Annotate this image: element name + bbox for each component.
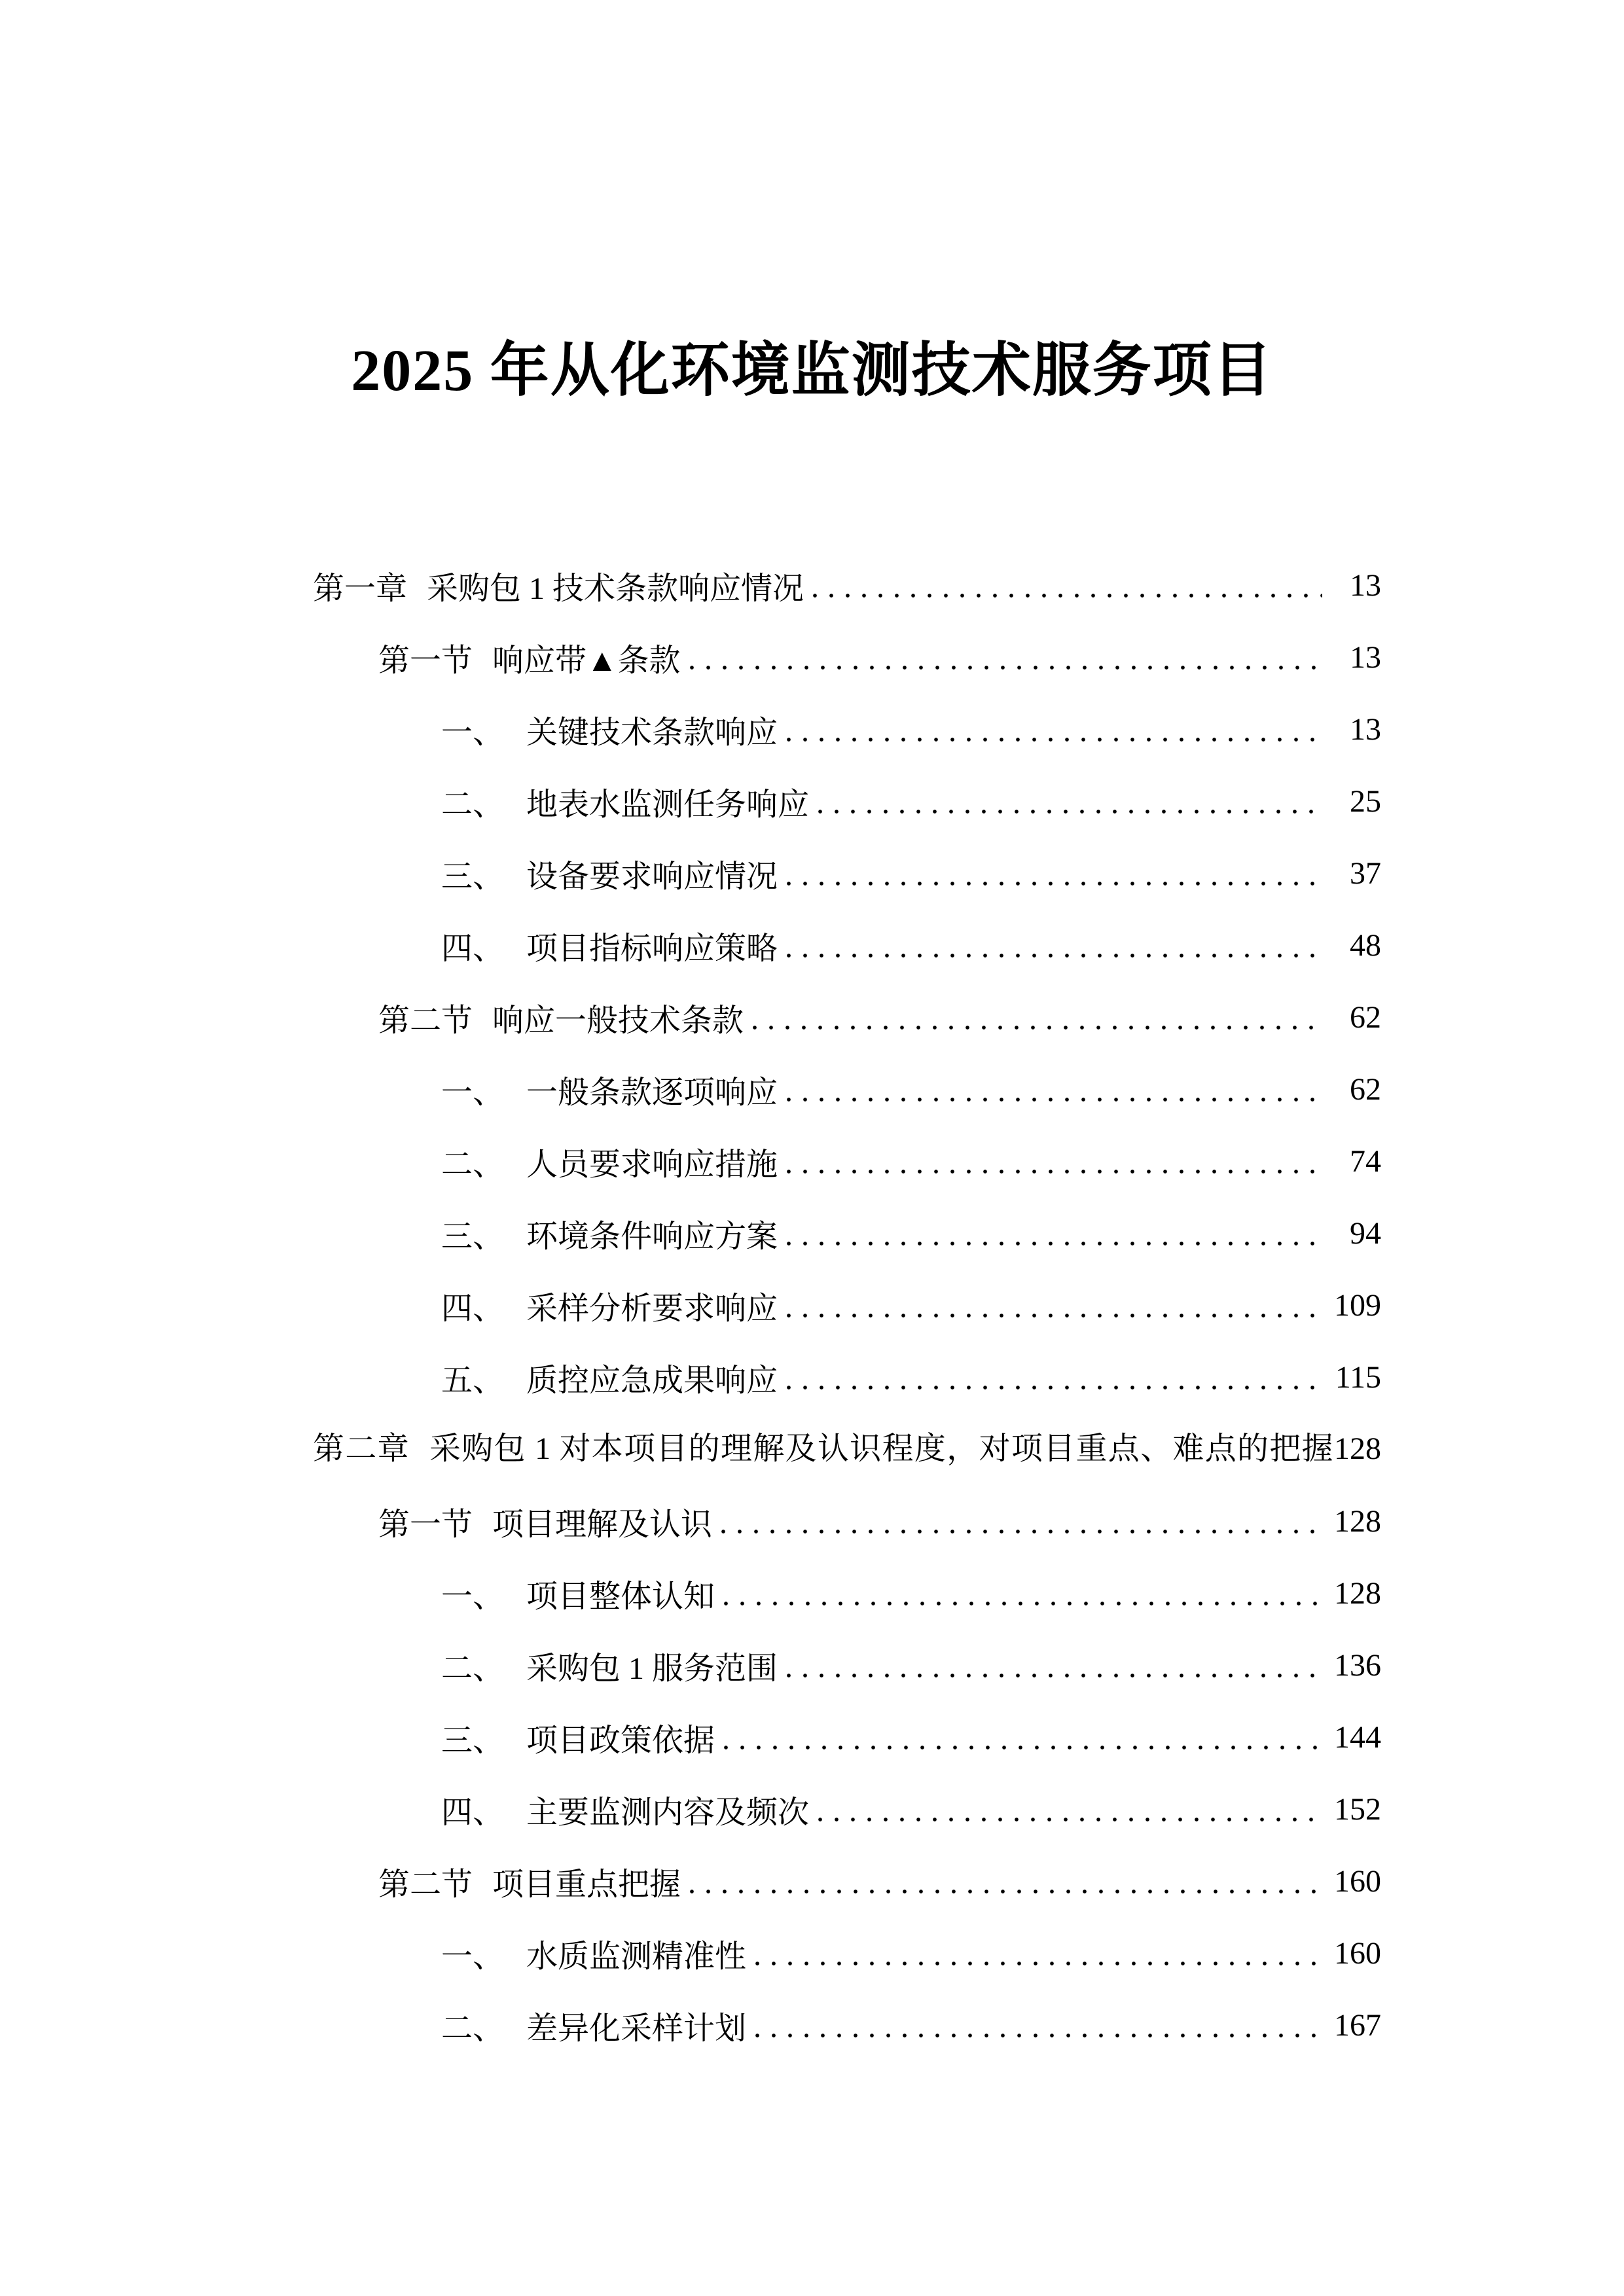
toc-page-number: 128 <box>1333 1431 1381 1466</box>
toc-leader-dots <box>787 952 1322 959</box>
toc-leader-dots <box>787 1096 1322 1103</box>
toc-entry-text: 响应带▲条款 <box>492 643 681 678</box>
toc-entry <box>313 1629 1381 1701</box>
toc-entry <box>313 909 1381 981</box>
toc-entry-text: 主要监测内容及频次 <box>526 1795 810 1830</box>
toc-entry-number: 第二节 <box>378 1003 473 1038</box>
toc-entry <box>313 1845 1381 1917</box>
toc-leader-dots <box>787 736 1322 743</box>
toc-entry-text: 项目政策依据 <box>526 1723 715 1758</box>
toc-entry <box>313 1341 1381 1413</box>
toc-leader-dots <box>818 1816 1322 1823</box>
toc-leader-dots <box>787 1312 1322 1319</box>
toc-leader-dots <box>755 2032 1322 2039</box>
toc-entry <box>313 1125 1381 1197</box>
toc-entry-text: 环境条件响应方案 <box>526 1219 778 1254</box>
toc-entry-number: 第一节 <box>378 1507 473 1542</box>
toc-entry-number: 三、 <box>441 1723 505 1758</box>
toc-entry-number: 第二节 <box>378 1867 473 1902</box>
toc-entry-text: 地表水监测任务响应 <box>526 787 810 822</box>
toc-entry-text: 项目重点把握 <box>492 1867 681 1902</box>
toc-entry <box>313 1485 1381 1557</box>
toc-page-number: 13 <box>1350 711 1381 747</box>
toc-page-number: 25 <box>1350 783 1381 819</box>
toc-entry-text: 项目整体认知 <box>526 1579 715 1614</box>
toc-entry-number: 一、 <box>441 1939 505 1974</box>
toc-leader-dots <box>787 1384 1322 1391</box>
toc-entry <box>313 1053 1381 1125</box>
toc-page-number: 74 <box>1350 1143 1381 1179</box>
toc-page-number: 160 <box>1334 1935 1381 1971</box>
toc-entry <box>313 549 1381 621</box>
toc-page-number: 109 <box>1334 1287 1381 1323</box>
toc-page-number: 115 <box>1335 1359 1381 1395</box>
toc-leader-dots <box>787 1240 1322 1247</box>
toc-entry-text: 采购包 1 对本项目的理解及认识程度，对项目重点、难点的把握 <box>429 1431 1334 1466</box>
toc-entry-text: 关键技术条款响应 <box>526 715 778 750</box>
toc-entry-text: 采购包 1 技术条款响应情况 <box>427 571 804 606</box>
toc-entry-number: 五、 <box>441 1363 505 1398</box>
toc-entry-number: 二、 <box>441 2011 505 2046</box>
toc-leader-dots <box>813 592 1322 599</box>
toc-entry-text: 采购包 1 服务范围 <box>526 1651 778 1686</box>
toc-entry-number: 一、 <box>441 715 505 750</box>
toc-page-number: 94 <box>1350 1215 1381 1251</box>
toc-page-number: 160 <box>1334 1863 1381 1899</box>
toc-entry-text: 人员要求响应措施 <box>526 1147 778 1182</box>
toc-leader-dots <box>755 1960 1322 1967</box>
toc-entry <box>313 765 1381 837</box>
toc-page-number: 144 <box>1334 1719 1381 1755</box>
toc-entry-number: 第一章 <box>313 571 408 606</box>
toc-entry <box>313 1917 1381 1989</box>
toc-entry-text: 质控应急成果响应 <box>526 1363 778 1398</box>
toc-page-number: 62 <box>1350 1071 1381 1107</box>
toc-entry-number: 四、 <box>441 1291 505 1326</box>
toc-leader-dots <box>690 664 1322 671</box>
toc-leader-dots <box>818 808 1322 815</box>
toc-leader-dots <box>787 1168 1322 1175</box>
toc-page-number: 37 <box>1350 855 1381 891</box>
toc-entry <box>313 1557 1381 1629</box>
toc-leader-dots <box>724 1744 1322 1751</box>
toc-leader-dots <box>690 1888 1322 1895</box>
toc-entry <box>313 1413 1381 1485</box>
toc-entry <box>313 1989 1381 2061</box>
toc-entry-text: 差异化采样计划 <box>526 2011 747 2046</box>
toc-entry-number: 一、 <box>441 1579 505 1614</box>
toc-page-number: 152 <box>1334 1791 1381 1827</box>
toc-entry-number: 三、 <box>441 859 505 894</box>
toc-entry-number: 二、 <box>441 1147 505 1182</box>
toc-page-number: 128 <box>1334 1575 1381 1611</box>
toc-page-number: 128 <box>1334 1503 1381 1539</box>
toc-page-number: 48 <box>1350 927 1381 963</box>
toc-entry-text: 一般条款逐项响应 <box>526 1075 778 1110</box>
toc-entry-text: 采样分析要求响应 <box>526 1291 778 1326</box>
toc-entry-text: 设备要求响应情况 <box>526 859 778 894</box>
toc-page-number: 62 <box>1350 999 1381 1035</box>
toc-leader-dots <box>724 1600 1322 1607</box>
toc-entry-number: 一、 <box>441 1075 505 1110</box>
toc-entry-text: 响应一般技术条款 <box>492 1003 744 1038</box>
toc-entry <box>313 837 1381 909</box>
toc-entry <box>313 693 1381 765</box>
toc-entry-number: 第一节 <box>378 643 473 678</box>
toc-page-number: 167 <box>1334 2007 1381 2043</box>
toc-entry-number: 四、 <box>441 1795 505 1830</box>
toc-entry <box>313 981 1381 1053</box>
toc-entry-text: 项目指标响应策略 <box>526 931 778 966</box>
toc-entry <box>313 1701 1381 1773</box>
table-of-contents <box>313 549 1381 2061</box>
toc-entry-number: 第二章 <box>313 1431 410 1466</box>
toc-leader-dots <box>787 1672 1322 1679</box>
document-title: 2025 年从化环境监测技术服务项目 <box>351 338 1273 403</box>
toc-entry-number: 二、 <box>441 787 505 822</box>
toc-page-number: 136 <box>1334 1647 1381 1683</box>
toc-entry <box>313 1773 1381 1845</box>
toc-entry-number: 四、 <box>441 931 505 966</box>
toc-entry-text: 水质监测精准性 <box>526 1939 747 1974</box>
toc-leader-dots <box>753 1024 1322 1031</box>
toc-page-number: 13 <box>1350 639 1381 675</box>
toc-leader-dots <box>787 880 1322 887</box>
toc-entry <box>313 1269 1381 1341</box>
toc-entry <box>313 621 1381 693</box>
toc-entry-number: 二、 <box>441 1651 505 1686</box>
toc-entry-number: 三、 <box>441 1219 505 1254</box>
toc-entry <box>313 1197 1381 1269</box>
toc-entry-text: 项目理解及认识 <box>492 1507 713 1542</box>
toc-leader-dots <box>721 1528 1322 1535</box>
toc-page-number: 13 <box>1350 567 1381 603</box>
